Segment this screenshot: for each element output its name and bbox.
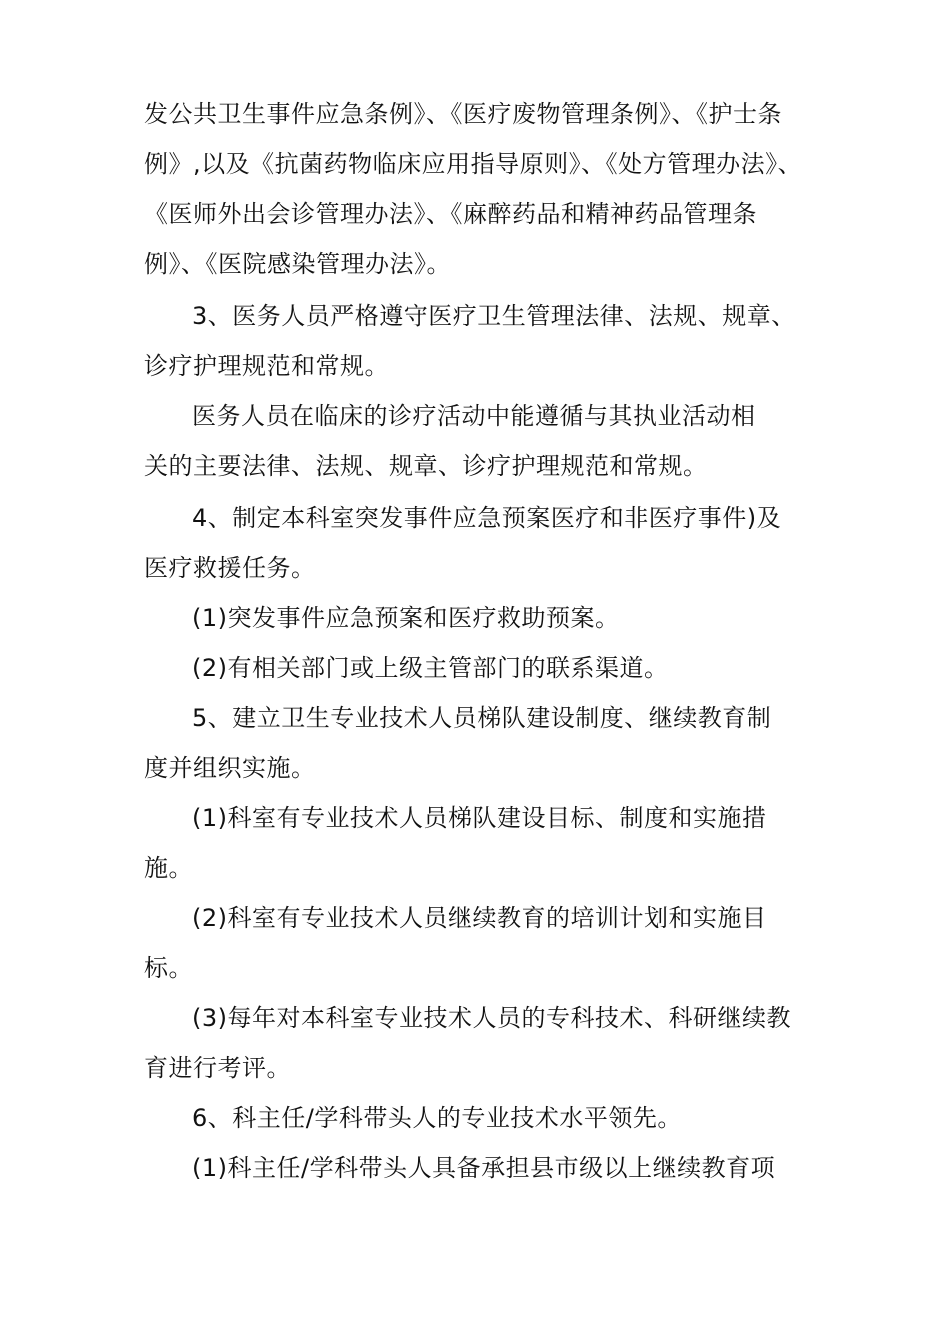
text-line: (1)科室有专业技术人员梯队建设目标、制度和实施措 (192, 804, 767, 832)
text-line: 度并组织实施。 (144, 754, 316, 782)
text-line: (3)每年对本科室专业技术人员的专科技术、科研继续教 (192, 1004, 791, 1032)
text-line: 例》、《医院感染管理办法》。 (144, 250, 451, 278)
text-line: 3、医务人员严格遵守医疗卫生管理法律、法规、规章、 (192, 302, 796, 330)
text-line: (1)突发事件应急预案和医疗救助预案。 (192, 604, 620, 632)
text-line: 施。 (144, 854, 193, 882)
text-line: 标。 (144, 954, 193, 982)
text-line: 医疗救援任务。 (144, 554, 316, 582)
text-line: 医务人员在临床的诊疗活动中能遵循与其执业活动相 (192, 402, 756, 430)
text-line: (2)科室有专业技术人员继续教育的培训计划和实施目 (192, 904, 767, 932)
text-line: (2)有相关部门或上级主管部门的联系渠道。 (192, 654, 669, 682)
text-line: 育进行考评。 (144, 1054, 291, 1082)
text-line: 4、制定本科室突发事件应急预案医疗和非医疗事件)及 (192, 504, 782, 532)
text-line: 诊疗护理规范和常规。 (144, 352, 389, 380)
text-line: 《医师外出会诊管理办法》、《麻醉药品和精神药品管理条 (144, 200, 757, 228)
text-line: 例》,以及《抗菌药物临床应用指导原则》、《处方管理办法》、 (144, 150, 803, 178)
text-line: (1)科主任/学科带头人具备承担县市级以上继续教育项 (192, 1154, 776, 1182)
text-line: 6、科主任/学科带头人的专业技术水平领先。 (192, 1104, 682, 1132)
text-line: 发公共卫生事件应急条例》、《医疗废物管理条例》、《护士条 (144, 100, 782, 128)
text-line: 关的主要法律、法规、规章、诊疗护理规范和常规。 (144, 452, 708, 480)
text-line: 5、建立卫生专业技术人员梯队建设制度、继续教育制 (192, 704, 772, 732)
